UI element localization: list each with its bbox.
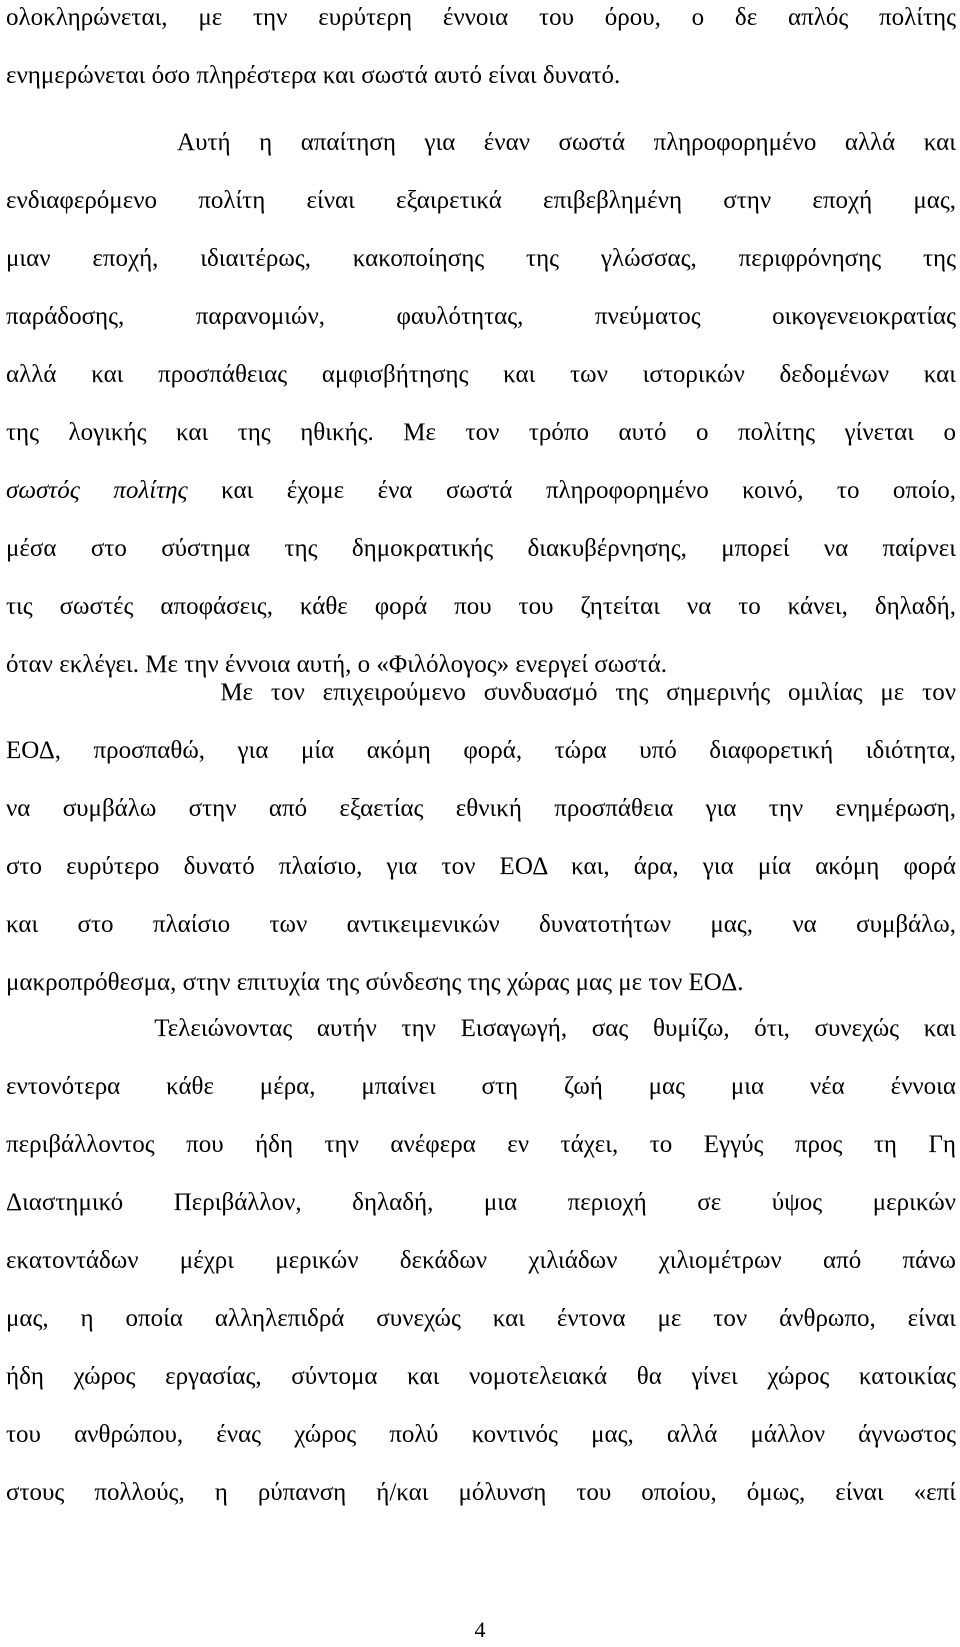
text-line: Αυτή η απαίτηση για έναν σωστά πληροφορημένο αλλά και — [6, 129, 956, 156]
text-line: ήδη χώρος εργασίας, σύντομα και νομοτελειακά θα γίνει χώρος κατοικίας — [6, 1363, 956, 1390]
text-line: ΕΟΔ, προσπαθώ, για μία ακόμη φορά, τώρα υπό διαφορετική ιδιότητα, — [6, 737, 956, 764]
text-line: όταν εκλέγει. Με την έννοια αυτή, ο «Φιλόλογος» ενεργεί σωστά. — [6, 651, 668, 678]
text-line: στους πολλούς, η ρύπανση ή/και μόλυνση του οποίου, όμως, είναι «επί — [6, 1479, 956, 1506]
text-line: μέσα στο σύστημα της δημοκρατικής διακυβέρνησης, μπορεί να παίρνει — [6, 535, 956, 562]
text-line: μακροπρόθεσμα, στην επιτυχία της σύνδεσης της χώρας μας με τον ΕΟΔ. — [6, 969, 744, 996]
paragraph-3 — [6, 664, 956, 1012]
text-segment: και έχομε ένα σωστά πληροφορημένο κοινό, το οποίο, — [187, 477, 956, 504]
text-line: μιαν εποχή, ιδιαιτέρως, κακοποίησης της γλώσσας, περιφρόνησης της — [6, 245, 956, 272]
text-line: παράδοσης, παρανομιών, φαυλότητας, πνεύματος οικογενειοκρατίας — [6, 303, 956, 330]
paragraph-2 — [6, 114, 956, 694]
paragraph-4 — [6, 1000, 956, 1522]
page-number: 4 — [474, 1617, 486, 1642]
text-line: τις σωστές αποφάσεις, κάθε φορά που του ζητείται να το κάνει, δηλαδή, — [6, 593, 956, 620]
text-line: της λογικής και της ηθικής. Με τον τρόπο αυτό ο πολίτης γίνεται ο — [6, 419, 956, 446]
text-line: περιβάλλοντος που ήδη την ανέφερα εν τάχει, το Εγγύς προς τη Γη — [6, 1131, 956, 1158]
text-line: να συμβάλω στην από εξαετίας εθνική προσπάθεια για την ενημέρωση, — [6, 795, 956, 822]
text-line: και στο πλαίσιο των αντικειμενικών δυνατοτήτων μας, να συμβάλω, — [6, 911, 956, 938]
text-line: ολοκληρώνεται, με την ευρύτερη έννοια του όρου, ο δε απλός πολίτης — [6, 4, 956, 31]
text-line: στο ευρύτερο δυνατό πλαίσιο, για τον ΕΟΔ και, άρα, για μία ακόμη φορά — [6, 853, 956, 880]
text-line: Με τον επιχειρούμενο συνδυασμό της σημερινής ομιλίας με τον — [6, 679, 956, 706]
text-line: του ανθρώπου, ένας χώρος πολύ κοντινός μας, αλλά μάλλον άγνωστος — [6, 1421, 956, 1448]
text-line: εντονότερα κάθε μέρα, μπαίνει στη ζωή μας μια νέα έννοια — [6, 1073, 956, 1100]
text-line: Διαστημικό Περιβάλλον, δηλαδή, μια περιοχή σε ύψος μερικών — [6, 1189, 956, 1216]
text-line: εκατοντάδων μέχρι μερικών δεκάδων χιλιάδων χιλιομέτρων από πάνω — [6, 1247, 956, 1274]
text-line: αλλά και προσπάθειας αμφισβήτησης και των ιστορικών δεδομένων και — [6, 361, 956, 388]
paragraph-1 — [6, 0, 956, 105]
text-line-with-emphasis — [6, 462, 956, 520]
emphasized-phrase: σωστός πολίτης — [6, 477, 188, 504]
text-line: ενδιαφερόμενο πολίτη είναι εξαιρετικά επιβεβλημένη στην εποχή μας, — [6, 187, 956, 214]
text-line: ενημερώνεται όσο πληρέστερα και σωστά αυτό είναι δυνατό. — [6, 62, 621, 89]
text-line: Τελειώνοντας αυτήν την Εισαγωγή, σας θυμίζω, ότι, συνεχώς και — [6, 1015, 956, 1042]
text-line: μας, η οποία αλληλεπιδρά συνεχώς και έντονα με τον άνθρωπο, είναι — [6, 1305, 956, 1332]
